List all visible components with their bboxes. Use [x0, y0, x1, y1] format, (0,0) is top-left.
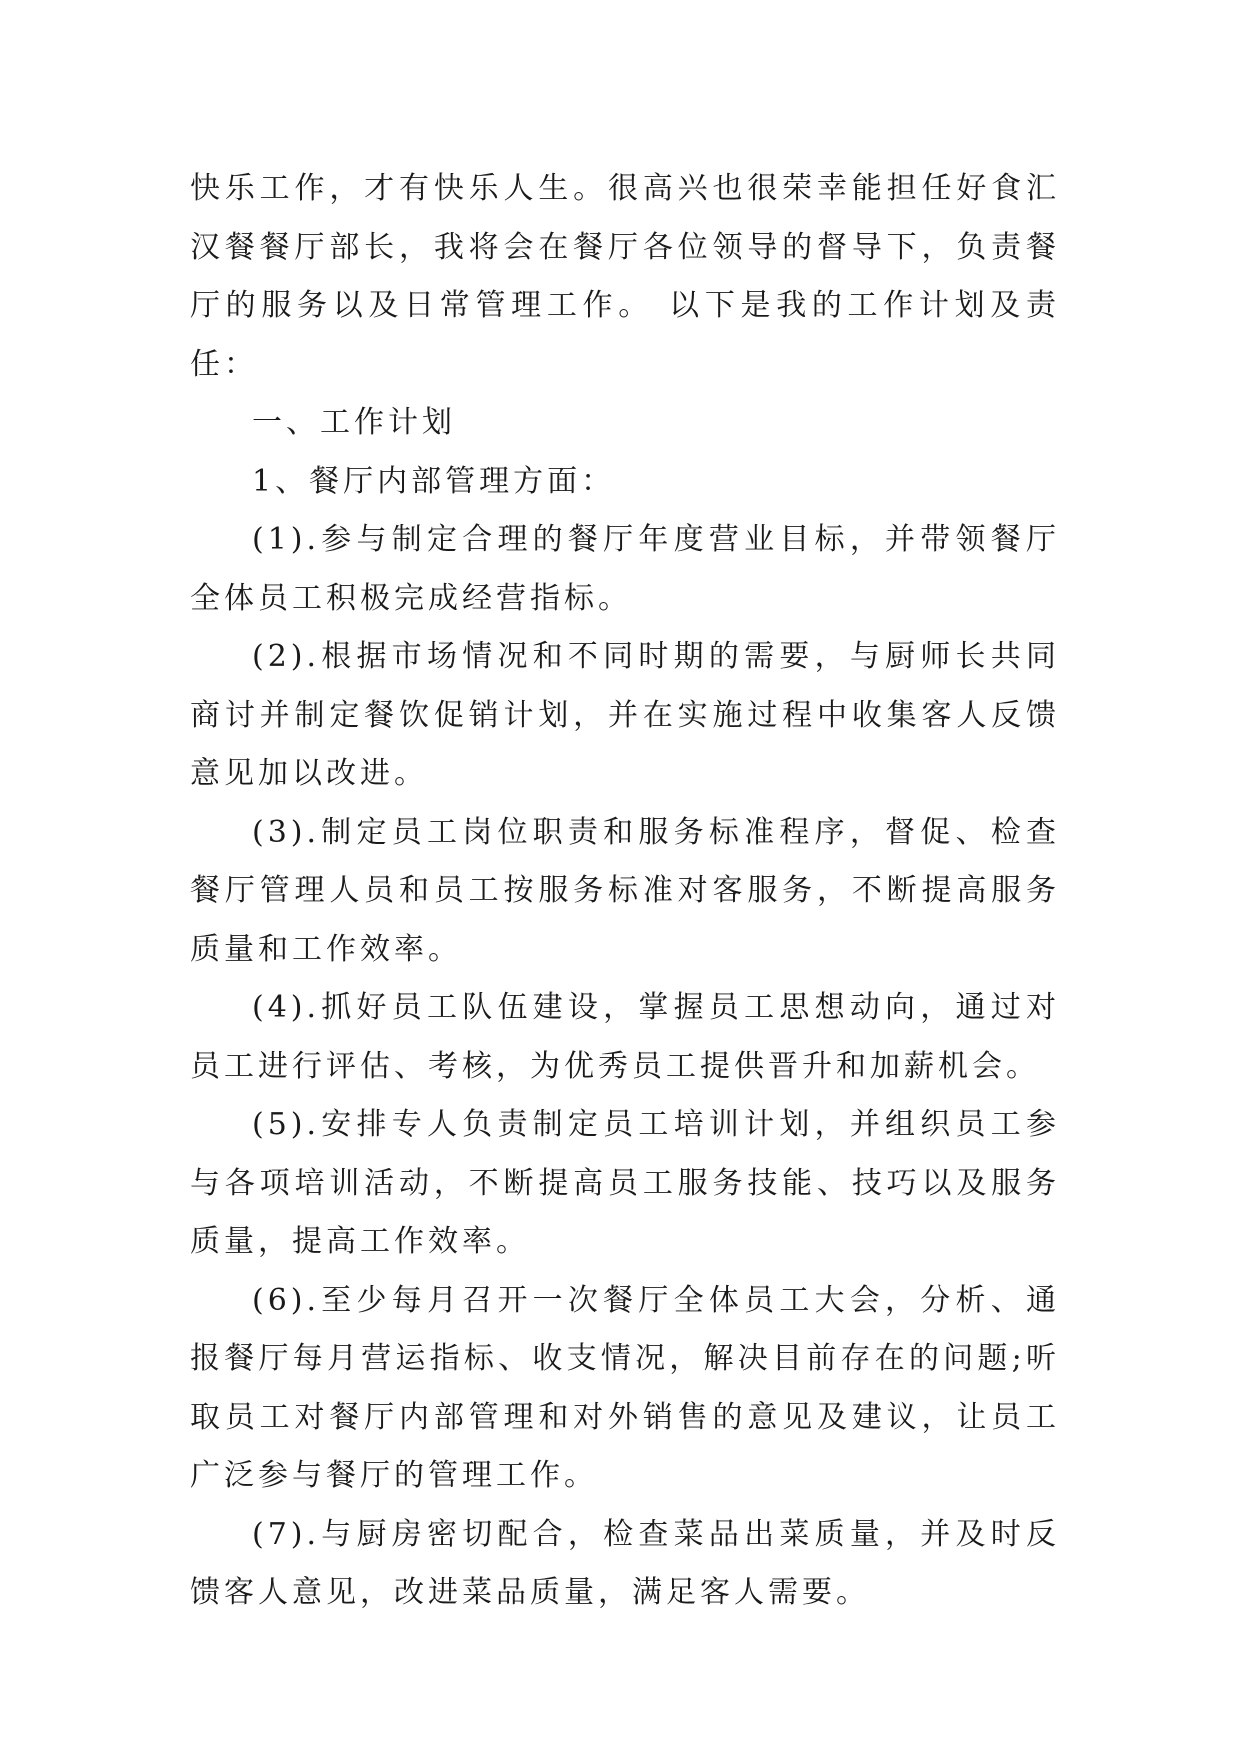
- section-heading-work-plan: 一、工作计划: [252, 405, 456, 440]
- list-item-5: (5).安排专人负责制定员工培训计划，并组织员工参与各项培训活动，不断提高员工服务技能、技巧以及服务质量，提高工作效率。: [190, 1107, 1060, 1259]
- list-item-1: (1).参与制定合理的餐厅年度营业目标，并带领餐厅全体员工积极完成经营指标。: [190, 522, 1060, 616]
- subsection-heading-internal-management: 1、餐厅内部管理方面：: [252, 463, 616, 499]
- document-body: [190, 160, 1060, 1623]
- list-item-2: (2).根据市场情况和不同时期的需要，与厨师长共同商讨并制定餐饮促销计划，并在实施过程中收集客人反馈意见加以改进。: [190, 639, 1060, 791]
- paragraph-intro: 快乐工作，才有快乐人生。很高兴也很荣幸能担任好食汇汉餐餐厅部长，我将会在餐厅各位领导的督导下，负责餐厅的服务以及日常管理工作。 以下是我的工作计划及责任：: [190, 171, 1060, 382]
- list-item-7: (7).与厨房密切配合，检查菜品出菜质量，并及时反馈客人意见，改进菜品质量，满足客人需要。: [190, 1516, 1060, 1610]
- list-item-6: (6).至少每月召开一次餐厅全体员工大会，分析、通报餐厅每月营运指标、收支情况，解决目前存在的问题;听取员工对餐厅内部管理和对外销售的意见及建议，让员工广泛参与餐厅的管理工作。: [190, 1282, 1060, 1493]
- list-item-4: (4).抓好员工队伍建设，掌握员工思想动向，通过对员工进行评估、考核，为优秀员工提供晋升和加薪机会。: [190, 990, 1060, 1084]
- list-item-3: (3).制定员工岗位职责和服务标准程序，督促、检查餐厅管理人员和员工按服务标准对客服务，不断提高服务质量和工作效率。: [190, 814, 1060, 967]
